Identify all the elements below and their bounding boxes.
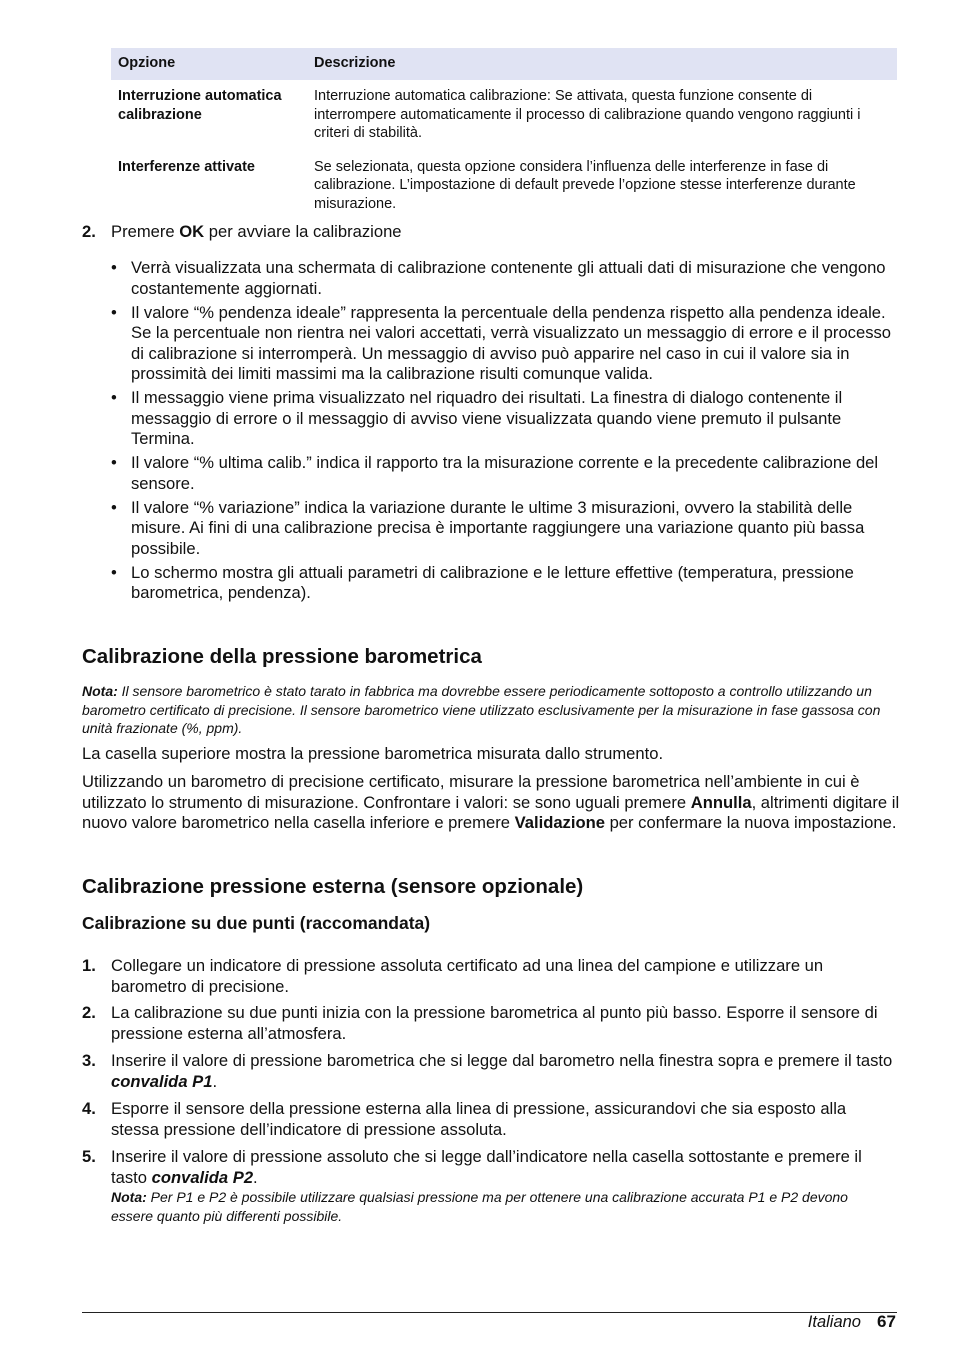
list-item [111, 453, 901, 494]
table-header-option: Opzione [111, 48, 307, 80]
note-p1-p2 [111, 1188, 891, 1225]
list-item-text: Il valore “% variazione” indica la variazione durante le ultime 3 misurazioni, ovvero la stabilità delle misure. Ai fini di una calibrazione precisa è importante raggiungere una variazione quanto più bassa possibile. [131, 497, 865, 558]
step-text [111, 1051, 897, 1092]
table-cell-description: Se selezionata, questa opzione considera l’influenza delle interferenze in fase di calibrazione. L’impostazione di default prevede l’opzione stesse interferenze durante misurazione. [314, 158, 856, 212]
bullet-glyph: • [111, 562, 117, 582]
step-text [111, 1147, 897, 1188]
step-text: La calibrazione su due punti inizia con la pressione barometrica al punto più basso. Esporre il sensore di pressione esterna all’atmosfera. [111, 1003, 878, 1043]
step-text-main: Inserire il valore di pressione assoluto che si legge dall’indicatore nella casella sottostante e premere il tasto [111, 1147, 862, 1187]
note-label: Nota: [111, 1189, 147, 1205]
step-text-main: Inserire il valore di pressione barometrica che si legge dal barometro nella finestra sopra e premere il tasto [111, 1051, 893, 1070]
footer-divider [82, 1312, 897, 1313]
step-text-tail: . [212, 1071, 218, 1091]
step-text-tail: . [253, 1167, 258, 1187]
bullet-glyph: • [111, 497, 117, 517]
section-heading-barometric: Calibrazione della pressione barometrica [82, 645, 482, 668]
table-cell-option: Interferenze attivate [118, 158, 255, 175]
bullet-glyph: • [111, 388, 117, 407]
note-text: Il sensore barometrico è stato tarato in fabbrica ma dovrebbe essere periodicamente sottoposto a controllo utilizzando un barometro certificato di precisione. Il sensore barometrico viene utilizzato esclusivamente per la misurazione in fase gassosa con unità frazionate (%, ppm). [82, 683, 881, 736]
step-number: 5. [82, 1147, 96, 1166]
paragraph-text: , altrimenti digitare il nuovo valore barometrico nella casella inferiore e premere [82, 792, 900, 832]
step-number: 1. [82, 956, 96, 975]
table-header-description: Descrizione [307, 48, 897, 80]
paragraph-text: per confermare la nuova impostazione. [604, 813, 897, 832]
bullet-glyph: • [111, 258, 117, 277]
bullet-glyph: • [111, 453, 117, 472]
validazione-key-label: Validazione [514, 813, 605, 832]
table-cell-description: Interruzione automatica calibrazione: Se attivata, questa funzione consente di interrompere automaticamente il processo di calibrazione quando vengono raggiunti i criteri di stabilità. [314, 88, 861, 141]
annulla-key-label: Annulla [690, 792, 752, 812]
step-number: 4. [82, 1099, 96, 1118]
convalida-p1-key-label: convalida P1 [111, 1071, 213, 1091]
list-item-text: Il valore “% pendenza ideale” rappresenta la percentuale della pendenza rispetto alla pendenza ideale. Se la percentuale non rientra nei valori accettati, verrà visualizzato un messaggio di errore e il processo di calibrazione si interromperà. Un messaggio di avviso può apparire nel caso in cui il valore sia in prossimità dei limiti massimi ma la calibrazione risulti comunque valida. [131, 302, 892, 383]
ok-key-label: OK [179, 222, 205, 241]
list-item [111, 258, 901, 299]
list-item [111, 388, 901, 450]
list-item [111, 498, 901, 560]
table-cell-option: Interruzione automatica calibrazione [118, 88, 282, 123]
step-number: 2. [82, 1003, 96, 1022]
list-item-text: Il messaggio viene prima visualizzato nel riquadro dei risultati. La finestra di dialogo contenente il messaggio di errore o il messaggio di avviso viene visualizzata quando viene premuto il pulsante Termina. [131, 388, 843, 448]
list-item-text: Lo schermo mostra gli attuali parametri di calibrazione e le letture effettive (temperatura, pressione barometrica, pendenza). [131, 562, 854, 602]
step-number: 2. [82, 222, 96, 241]
subheading-two-point: Calibrazione su due punti (raccomandata) [82, 913, 431, 933]
table-row [111, 80, 897, 152]
list-item [111, 303, 901, 385]
bullet-list [111, 258, 901, 607]
page-number: 67 [877, 1312, 896, 1331]
list-item [111, 563, 901, 604]
footer-language: Italiano [807, 1313, 861, 1331]
step-text-before: Premere [111, 222, 180, 241]
paragraph-procedure [82, 772, 902, 834]
table-row [111, 152, 897, 220]
options-table [111, 48, 897, 219]
list-item-text: Verrà visualizzata una schermata di calibrazione contenente gli attuali dati di misurazione che vengono costantemente aggiornati. [131, 258, 886, 298]
step-number: 3. [82, 1051, 96, 1070]
note-text: Per P1 e P2 è possibile utilizzare qualsiasi pressione ma per ottenere una calibrazione accurata P1 e P2 devono essere quanto più differenti possibile. [111, 1189, 848, 1224]
bullet-glyph: • [111, 302, 117, 322]
section-heading-external-pressure: Calibrazione pressione esterna (sensore opzionale) [82, 875, 584, 898]
table-header-row [111, 48, 897, 80]
paragraph-text: Utilizzando un barometro di precisione certificato, misurare la pressione barometrica nell’ambiente in cui è utilizzato lo strumento di misurazione. Confrontare i valori: se sono uguali premere [82, 772, 860, 812]
note-barometric [82, 682, 897, 738]
paragraph-upper-box: La casella superiore mostra la pressione barometrica misurata dallo strumento. [82, 744, 664, 763]
step-text: Collegare un indicatore di pressione assoluta certificato ad una linea del campione e utilizzare un barometro di precisione. [111, 956, 824, 996]
list-item-text: Il valore “% ultima calib.” indica il rapporto tra la misurazione corrente e la precedente calibrazione del sensore. [131, 453, 879, 493]
step-text-after: per avviare la calibrazione [204, 222, 402, 241]
convalida-p2-key-label: convalida P2 [151, 1167, 254, 1187]
step-text: Esporre il sensore della pressione esterna alla linea di pressione, assicurandovi che sia esposto alla stessa pressione dell’indicatore di pressione assoluta. [111, 1099, 847, 1139]
step-text [111, 222, 897, 243]
note-label: Nota: [82, 683, 118, 699]
